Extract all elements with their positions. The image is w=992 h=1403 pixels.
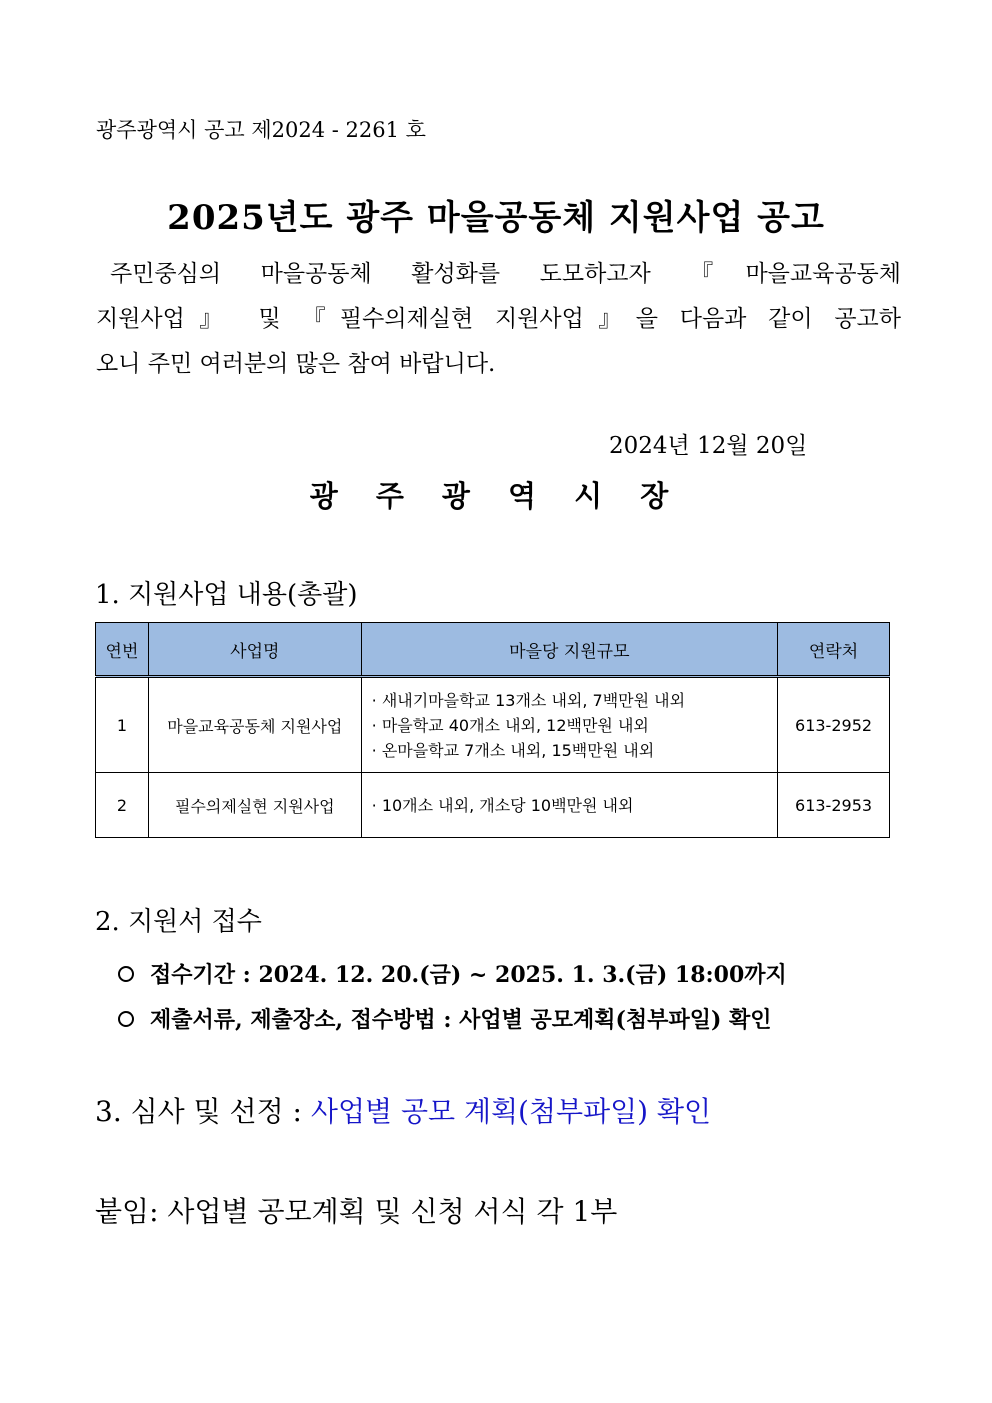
header-no: 연번	[96, 623, 149, 677]
circle-bullet-icon	[118, 966, 134, 982]
scale-line: · 온마을학교 7개소 내외, 15백만원 내외	[371, 740, 655, 760]
row-name: 필수의제실현 지원사업	[148, 773, 361, 838]
header-scale: 마을당 지원규모	[361, 623, 777, 677]
table-row	[96, 677, 890, 773]
reception-period-text: 접수기간 : 2024. 12. 20.(금) ~ 2025. 1. 3.(금) 18:00까지	[150, 962, 787, 988]
intro-line: 주민중심의 마을공동체 활성화를 도모하고자 『마을교육공동체	[110, 261, 901, 287]
intro-line: 지원사업』 및 『필수의제실현 지원사업』을 다음과 같이 공고하	[96, 306, 901, 332]
issuer: 광 주 광 역 시 장	[309, 479, 683, 513]
section-3-heading	[95, 1090, 711, 1130]
table-header-row	[96, 623, 890, 677]
row-no: 2	[96, 773, 149, 838]
row-no: 1	[96, 677, 149, 773]
section-3-label: 3. 심사 및 선정 :	[95, 1095, 311, 1128]
submission-info-item	[118, 1003, 772, 1034]
section-1-heading: 1. 지원사업 내용(총괄)	[95, 580, 358, 610]
header-name: 사업명	[148, 623, 361, 677]
submission-info-text: 제출서류, 제출장소, 접수방법 : 사업별 공모계획(첨부파일) 확인	[150, 1007, 772, 1033]
row-name: 마을교육공동체 지원사업	[148, 677, 361, 773]
scale-line: · 마을학교 40개소 내외, 12백만원 내외	[371, 715, 649, 735]
scale-line: · 10개소 내외, 개소당 10백만원 내외	[371, 795, 634, 815]
reception-period-item	[118, 958, 787, 989]
section-2-heading: 2. 지원서 접수	[95, 907, 262, 937]
support-table	[95, 622, 890, 838]
table-row	[96, 773, 890, 838]
row-contact: 613-2952	[778, 677, 890, 773]
announcement-date: 2024년 12월 20일	[609, 433, 808, 459]
attachment-note: 붙임: 사업별 공모계획 및 신청 서식 각 1부	[95, 1195, 618, 1228]
circle-bullet-icon	[118, 1011, 134, 1027]
notice-number: 광주광역시 공고 제2024 - 2261 호	[96, 118, 426, 142]
section-3-value: 사업별 공모 계획(첨부파일) 확인	[310, 1095, 712, 1128]
page-title: 2025년도 광주 마을공동체 지원사업 공고	[167, 198, 825, 238]
row-scale	[361, 773, 777, 838]
intro-line: 오니 주민 여러분의 많은 참여 바랍니다.	[96, 351, 496, 377]
scale-line: · 새내기마을학교 13개소 내외, 7백만원 내외	[371, 690, 686, 710]
row-scale	[361, 677, 777, 773]
intro-paragraph	[96, 252, 901, 387]
row-contact: 613-2953	[778, 773, 890, 838]
support-table-container	[95, 622, 890, 838]
header-contact: 연락처	[778, 623, 890, 677]
